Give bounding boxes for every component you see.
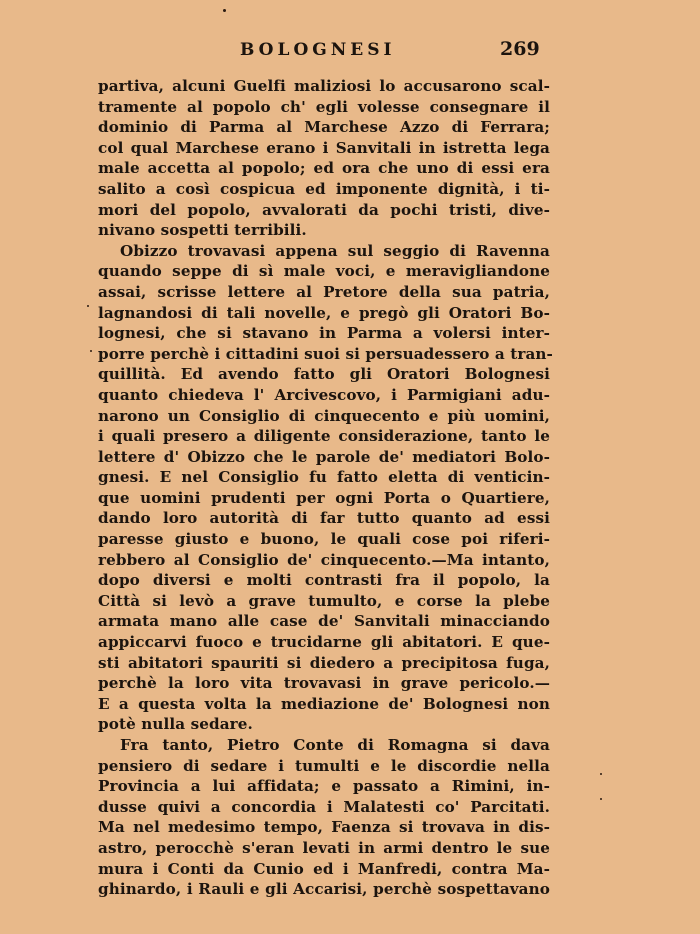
text-line: Città si levò a grave tumulto, e corse la plebe [98,591,550,610]
ink-speck [87,305,89,307]
text-line: pensiero di sedare i tumulti e le discordie nella [98,756,550,775]
text-line: potè nulla sedare. [98,715,253,734]
paragraph-3 [98,735,550,900]
text-line: dando loro autorità di far tutto quanto ad essi [98,509,550,528]
text-line: quando seppe di sì male voci, e meravigliandone [98,262,550,281]
text-line: quillità. Ed avendo fatto gli Oratori Bolognesi [98,365,550,384]
text-line: Ma nel medesimo tempo, Faenza si trovava in dis- [98,818,550,837]
text-line: dominio di Parma al Marchese Azzo di Ferrara; [98,118,550,137]
text-line: mori del popolo, avvalorati da pochi tristi, dive- [98,200,550,219]
text-line: male accetta al popolo; ed ora che uno di essi era [98,159,550,178]
text-line: armata mano alle case de' Sanvitali minacciando [98,612,550,631]
text-line: appiccarvi fuoco e trucidarne gli abitatori. E que- [98,633,550,652]
text-line: i quali presero a diligente considerazione, tanto le [98,427,550,446]
running-title: BOLOGNESI [240,40,396,60]
text-line: narono un Consiglio di cinquecento e più uomini, [98,406,550,425]
text-line: ghinardo, i Rauli e gli Accarisi, perchè sospettavano [98,880,550,899]
text-line: assai, scrisse lettere al Pretore della sua patria, [98,282,550,301]
text-line: lettere d' Obizzo che le parole de' mediatori Bolo- [98,447,550,466]
ink-speck [223,9,226,12]
text-line: astro, perocchè s'eran levati in armi dentro le sue [98,838,550,857]
text-line: perchè la loro vita trovavasi in grave pericolo.— [98,674,550,693]
ink-speck [600,773,602,775]
text-line: lognesi, che si stavano in Parma a volersi inter- [98,324,550,343]
text-line: sti abitatori spauriti si diedero a precipitosa fuga, [98,653,550,672]
ink-speck [600,798,602,800]
body-text [98,76,553,900]
text-line: salito a così cospicua ed imponente dignità, i ti- [98,179,550,198]
text-line: quanto chiedeva l' Arcivescovo, i Parmigiani adu- [98,385,550,404]
text-line: dusse quivi a concordia i Malatesti co' Parcitati. [98,797,550,816]
text-line: Obizzo trovavasi appena sul seggio di Ravenna [120,241,550,260]
ink-speck [90,350,92,352]
text-line: partiva, alcuni Guelfi maliziosi lo accusarono scal- [98,77,550,95]
text-line: que uomini prudenti per ogni Porta o Quartiere, [98,488,550,507]
text-line: Provincia a lui affidata; e passato a Rimini, in- [98,777,550,796]
paragraph-2 [98,241,553,735]
text-line: dopo diversi e molti contrasti fra il popolo, la [98,571,550,590]
text-line: lagnandosi di tali novelle, e pregò gli Oratori Bo- [98,303,550,322]
text-line: col qual Marchese erano i Sanvitali in istretta lega [98,138,550,157]
text-line: gnesi. E nel Consiglio fu fatto eletta di venticin- [98,468,550,487]
text-line: paresse giusto e buono, le quali cose poi riferi- [98,530,550,549]
text-line: rebbero al Consiglio de' cinquecento.—Ma intanto, [98,550,550,569]
paragraph-1 [98,76,550,241]
text-line: E a questa volta la mediazione de' Bolognesi non [98,694,550,713]
text-line: tramente al popolo ch' egli volesse consegnare il [98,97,550,116]
text-line: Fra tanto, Pietro Conte di Romagna si dava [120,736,550,754]
text-line: mura i Conti da Cunio ed i Manfredi, contra Ma- [98,859,550,878]
text-line: porre perchè i cittadini suoi si persuadessero a tran- [98,344,553,363]
page-number: 269 [500,38,540,60]
text-line: nivano sospetti terribili. [98,221,307,240]
